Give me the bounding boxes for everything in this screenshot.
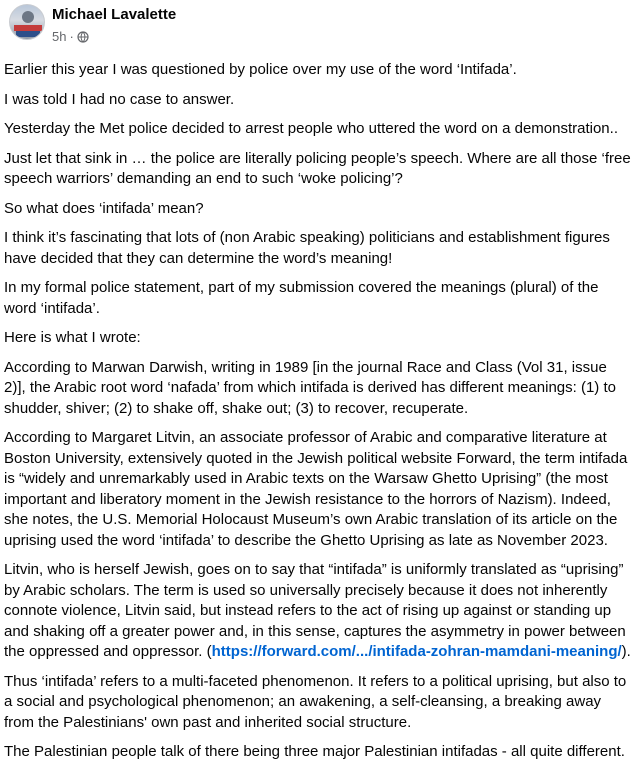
post-paragraph: According to Marwan Darwish, writing in 1989 [in the journal Race and Class (Vol 31, issue 2)], the Arabic root word ‘nafada’ from which intifada is derived has different meanings: (1) to shudder, shiver; (2) to shake off, shake out; (3) to recover, recuperate.: [4, 358, 616, 417]
post-paragraph: Just let that sink in … the police are literally policing people’s speech. Where are all those ‘free speech warriors’ demanding an end to such ‘woke policing’?: [4, 149, 631, 187]
litvin-end: ).: [621, 643, 631, 660]
forward-article-link[interactable]: https://forward.com/.../intifada-zohran-mamdani-meaning/: [211, 643, 622, 660]
post-body: [4, 60, 632, 772]
avatar[interactable]: [9, 4, 45, 40]
litvin-text: Litvin, who is herself Jewish, goes on to say that “intifada” is uniformly translated as “uprising” by Arabic scholars. The term is used so universally precisely because it does not inherently connote violence, Litvin said, but instead refers to the act of rising up against or standing up and shaking off a greater power and, in this sense, captures the asymmetry in power between the oppressed and oppressor. (: [4, 561, 626, 660]
post-header: [4, 0, 632, 52]
post-paragraph: The Palestinian people talk of there being three major Palestinian intifadas - all quite different.: [4, 743, 625, 760]
post-paragraph: So what does ‘intifada’ mean?: [4, 199, 204, 217]
post-paragraph: According to Margaret Litvin, an associate professor of Arabic and comparative literature at Boston University, extensively quoted in the Jewish political website Forward, the term intifada is “widely and unremarkably used in Arabic texts on the Warsaw Ghetto Uprising” (the most important and liberatory moment in the Jewish resistance to the horrors of Nazism). Indeed, she notes, the U.S. Memorial Holocaust Museum’s own Arabic translation of its article on the uprising used the word ‘intifada’ to describe the Ghetto Uprising as late as November 2023.: [4, 429, 628, 549]
post-paragraph: Here is what I wrote:: [4, 329, 141, 346]
post-paragraph-litvin: [4, 560, 632, 663]
post-paragraph: Earlier this year I was questioned by police over my use of the word ‘Intifada’.: [4, 61, 517, 78]
post-meta: [52, 29, 89, 44]
post-paragraph: Thus ‘intifada’ refers to a multi-faceted phenomenon. It refers to a political uprising, but also to a social and psychological phenomenon; an awakening, a self-cleansing, a breaking away from the Palestinians' own past and inherited social structure.: [4, 672, 627, 731]
post-paragraph: In my formal police statement, part of my submission covered the meanings (plural) of the word ‘intifada’.: [4, 279, 599, 317]
post-time[interactable]: 5h: [52, 29, 67, 44]
post-paragraph: Yesterday the Met police decided to arrest people who uttered the word on a demonstration..: [4, 120, 618, 137]
author-name[interactable]: Michael Lavalette: [52, 6, 177, 23]
globe-icon[interactable]: [77, 31, 89, 43]
post-paragraph: I think it’s fascinating that lots of (non Arabic speaking) politicians and establishment figures have decided that they can determine the word’s meaning!: [4, 229, 610, 267]
meta-separator: ·: [69, 29, 74, 44]
post-paragraph: I was told I had no case to answer.: [4, 90, 235, 108]
